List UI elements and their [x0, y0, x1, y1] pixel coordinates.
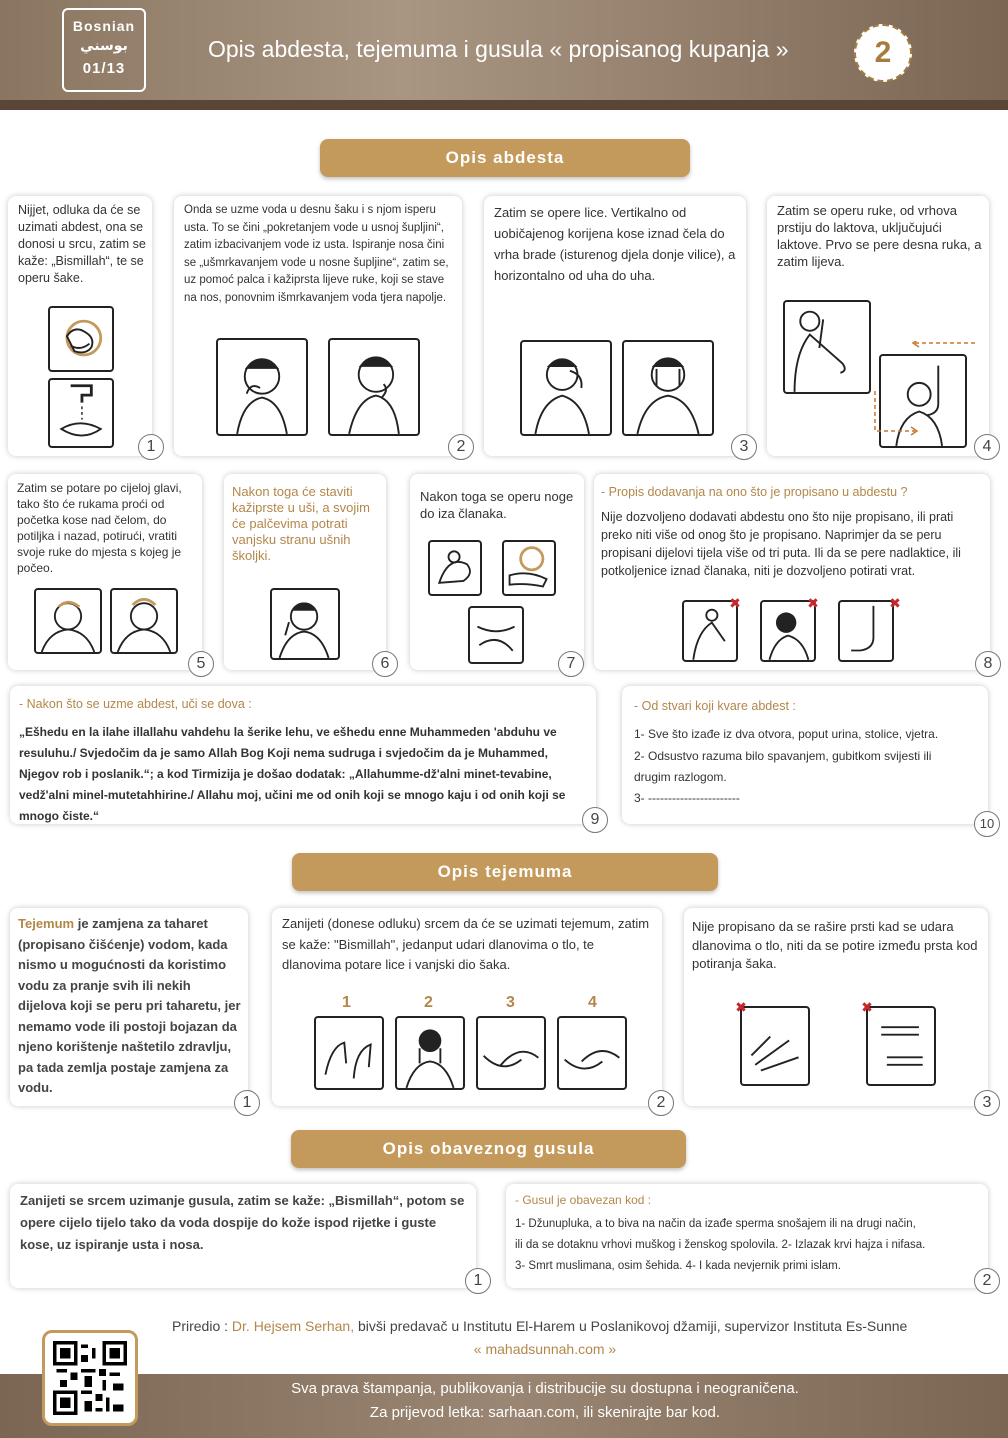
abdest-card-5-text: Zatim se potare po cijeloj glavi, tako što će rukama proći od početka kose nad čelom, do potiljka i nazad, potirući, vratiti svoje ruke do mjesta s kojeg je počeo.	[17, 481, 182, 575]
spread-fingers-icon	[740, 1006, 810, 1086]
abdest-card-4	[767, 196, 989, 456]
abdest-card-1	[8, 196, 152, 456]
toes-washing-icon	[468, 606, 524, 664]
face-wiping-icon	[622, 340, 714, 436]
abdest-card-4-text: Zatim se operu ruke, od vrhova prstiju do laktova, uključujući laktove. Prvo se pere desna ruka, a zatim lijeva.	[777, 203, 982, 269]
author-name: Dr. Hejsem Serhan,	[231, 1318, 355, 1334]
gusul-card-2-line-1: 1- Džunupluka, a to biva na način da izađe sperma snošajem ili na drugi način,	[515, 1218, 916, 1230]
ear-wiping-icon	[270, 588, 340, 660]
foot-washing-icon	[428, 540, 482, 596]
tejemum-step-number-1: 1	[234, 1090, 260, 1116]
language-native-label: بوسني	[80, 38, 128, 54]
author-credit	[172, 1318, 907, 1334]
section-title-tejemum: Opis tejemuma	[292, 853, 718, 891]
abdest-card-10-item-2: 2- Odsustvo razuma bilo spavanjem, gubitkom svijesti ili drugim razlogom.	[634, 749, 932, 784]
abdest-card-9	[10, 686, 596, 824]
gusul-card-2-heading: - Gusul je obavezan kod :	[515, 1193, 652, 1207]
forbidden-x-icon: ✖	[889, 595, 901, 611]
abdest-card-8-heading: - Propis dodavanja na ono što je propisano u abdestu ?	[601, 485, 908, 499]
footer-band	[0, 1374, 1008, 1438]
abdest-card-10-item-3: 3- -----------------------	[634, 791, 740, 805]
tejemum-step-number-3: 3	[974, 1090, 1000, 1116]
faucet-icon	[48, 378, 114, 448]
header-banner	[0, 0, 1008, 110]
abdest-card-10-item-1: 1- Sve što izađe iz dva otvora, poput urina, stolice, vjetra.	[634, 727, 939, 741]
forbidden-leg-icon	[838, 600, 894, 662]
gusul-step-number-2: 2	[974, 1268, 1000, 1294]
tejemum-card-2	[272, 908, 662, 1106]
head-wiping-icon	[34, 588, 102, 654]
tejemum-card-3-text: Nije propisano da se raširе prsti kad se udara dlanovima o tlo, niti da se potire između prsta kod potiranja šaka.	[692, 919, 978, 971]
abdest-card-5	[8, 474, 202, 670]
tejemum-card-1-text	[18, 914, 242, 1099]
abdest-card-8	[594, 474, 990, 670]
qr-code-icon[interactable]	[42, 1330, 138, 1426]
abdest-card-7	[410, 474, 584, 670]
translation-text: Za prijevod letka: sarhaan.com, ili skenirajte bar kod.	[369, 1404, 721, 1421]
forbidden-x-icon: ✖	[861, 999, 873, 1015]
face-wipe-tejemum-icon	[395, 1016, 465, 1090]
step-number-5: 5	[188, 651, 214, 677]
page-title: Opis abdesta, tejemuma i gusula « propisanog kupanja »	[208, 36, 789, 62]
page-badge: 2	[854, 24, 912, 82]
gusul-card-2-line-2: ili da se dotaknu vrhovi muškog i ženskog spolovila. 2- Izlazak krvi hajza i nifasa.	[515, 1239, 926, 1251]
step-number-7: 7	[558, 651, 584, 677]
language-box	[62, 8, 146, 92]
hands-wipe-icon	[476, 1016, 546, 1090]
hands-back-wipe-icon	[557, 1016, 627, 1090]
tejemum-step-label-1: 1	[342, 994, 351, 1011]
tejemum-card-1-body: je zamjena za taharet (propisano čišćenje) vodom, kada nismo u mogućnosti da koristimo vodu za pranje svih ili nekih dijelova koji se peru pri taharetu, jer nemamo vode ili postoji bojazan da njeno korištenje naštetilo zdravlju, pa tada zemlja postaje zamjena za vodu.	[18, 916, 241, 1095]
face-washing-icon	[520, 340, 612, 436]
section-title-abdest: Opis abdesta	[320, 139, 690, 177]
palms-strike-icon	[314, 1016, 384, 1090]
tejemum-step-label-3: 3	[506, 994, 515, 1011]
step-number-1: 1	[138, 434, 164, 460]
abdest-card-10	[622, 686, 988, 824]
gusul-card-2-line-3: 3- Smrt muslimana, osim šehida. 4- I kada nevjernik primi islam.	[515, 1260, 841, 1272]
tejemum-card-1	[10, 908, 248, 1106]
header-strip	[0, 100, 1008, 110]
website-link[interactable]: « mahadsunnah.com »	[473, 1341, 617, 1357]
credit-prefix: Priredio :	[172, 1318, 232, 1334]
gusul-card-1	[10, 1184, 476, 1288]
between-fingers-icon	[866, 1006, 936, 1086]
section-title-gusul: Opis obaveznog gusula	[291, 1130, 686, 1168]
nose-rinsing-icon	[328, 338, 420, 436]
abdest-card-10-heading: - Od stvari koji kvare abdest :	[634, 699, 796, 713]
abdest-card-7-text: Nakon toga se operu noge do iza članaka.	[420, 489, 574, 521]
forbidden-x-icon: ✖	[735, 999, 747, 1015]
abdest-card-6-text: Nakon toga će staviti kažiprste u uši, a svojim će palčevima potrati vanjsku stranu ušnih školjki.	[232, 484, 370, 563]
direction-arrows-icon	[815, 341, 985, 441]
step-number-6: 6	[372, 651, 398, 677]
step-number-3: 3	[731, 434, 757, 460]
step-number-2: 2	[448, 434, 474, 460]
head-wiping-back-icon	[110, 588, 178, 654]
credit-rest: bivši predavač u Institutu El-Harem u Poslanikovoj džamiji, supervizor Instituta Es-Sunne	[354, 1318, 908, 1334]
language-label: Bosnian	[72, 18, 136, 34]
forbidden-x-icon: ✖	[729, 595, 741, 611]
tejemum-step-number-2: 2	[648, 1090, 674, 1116]
tejemum-step-label-2: 2	[424, 994, 433, 1011]
mouth-rinsing-icon	[216, 338, 308, 436]
hand-washing-icon	[48, 306, 114, 372]
page-counter: 01/13	[82, 60, 126, 77]
abdest-card-2	[174, 196, 462, 456]
gusul-card-2	[506, 1184, 988, 1288]
step-number-10: 10	[974, 811, 1000, 837]
tejemum-card-2-text: Zanijeti (donese odluku) srcem da će se uzimati tejemum, zatim se kaže: "Bismillah", jedanput udari dlanovima o tlo, te dlanovima potare lice i vanjski dio šaka.	[282, 916, 650, 972]
gusul-step-number-1: 1	[465, 1268, 491, 1294]
abdest-card-8-text: Nije dozvoljeno dodavati abdestu ono što nije propisano, ili prati preko niti više od onog što je propisano. Naprimjer da se peru propisani dijelovi tijela više od tri puta. Ili da se pere nadlaktice, ili potkoljenice iznad članaka, niti je dozvoljeno potirati vrat.	[601, 510, 961, 578]
forbidden-x-icon: ✖	[807, 595, 819, 611]
gusul-card-1-text: Zanijeti se srcem uzimanje gusula, zatim se kaže: „Bismillah“, potom se opere cijelo tijelo tako da voda dospije do kože ispod rijetke i guste kose, uz ispiranje usta i nosa.	[20, 1193, 465, 1252]
tejemum-word: Tejemum	[18, 916, 75, 931]
step-number-9: 9	[582, 807, 608, 833]
step-number-4: 4	[974, 434, 1000, 460]
tejemum-card-3	[684, 908, 988, 1106]
abdest-card-3	[484, 196, 746, 456]
rights-text: Sva prava štampanja, publikovanja i distribucije su dostupna i neograničena.	[291, 1380, 799, 1397]
ankle-washing-icon	[502, 540, 556, 596]
abdest-card-1-text: Nijjet, odluka da će se uzimati abdest, ona se donosi u srcu, zatim se kaže: „Bismillah“, te se operu šake.	[18, 203, 146, 285]
step-number-8: 8	[975, 651, 1001, 677]
tejemum-step-label-4: 4	[588, 994, 597, 1011]
abdest-card-3-text: Zatim se opere lice. Vertikalno od uobičajenog korijena kose iznad čela do vrha brade (isturenog djela donje vilice), a horizontalno od uha do uha.	[494, 205, 736, 283]
abdest-card-9-text: „Ešhedu en la ilahe illallahu vahdehu la šerike lehu, ve ešhedu enne Muhammeden 'abduhu ve resuluhu./ Svjedočim da je samo Allah Bog Koji nema sudruga i svjedočim da je Muhammed, Njegov rob i poslanik.“; a kod Tirmizija je došao dodatak: „Allahumme-dž'alni minet-tevabine, vedž'alni minel-mutetahhirine./ Allahu moj, učini me od onih koji se mnogo kaju i od onih koji se mnogo čiste.“	[19, 725, 566, 823]
abdest-card-6	[224, 474, 386, 670]
abdest-card-2-text: Onda se uzme voda u desnu šaku i s njom isperu usta. To se čini „pokretanjem vode u usnoj šupljini“, zatim izbacivanjem vode iz usta. Ispiranje nosa čini se „ušmrkavanjem vode u nosne šupljine“, zatim se, uz pomoć palca i kažiprsta lijeve ruke, koji se stave na nos, ponovnim išmrkavanjem voda tjera napolje.	[184, 204, 449, 304]
abdest-card-9-heading: - Nakon što se uzme abdest, uči se dova :	[19, 697, 252, 711]
